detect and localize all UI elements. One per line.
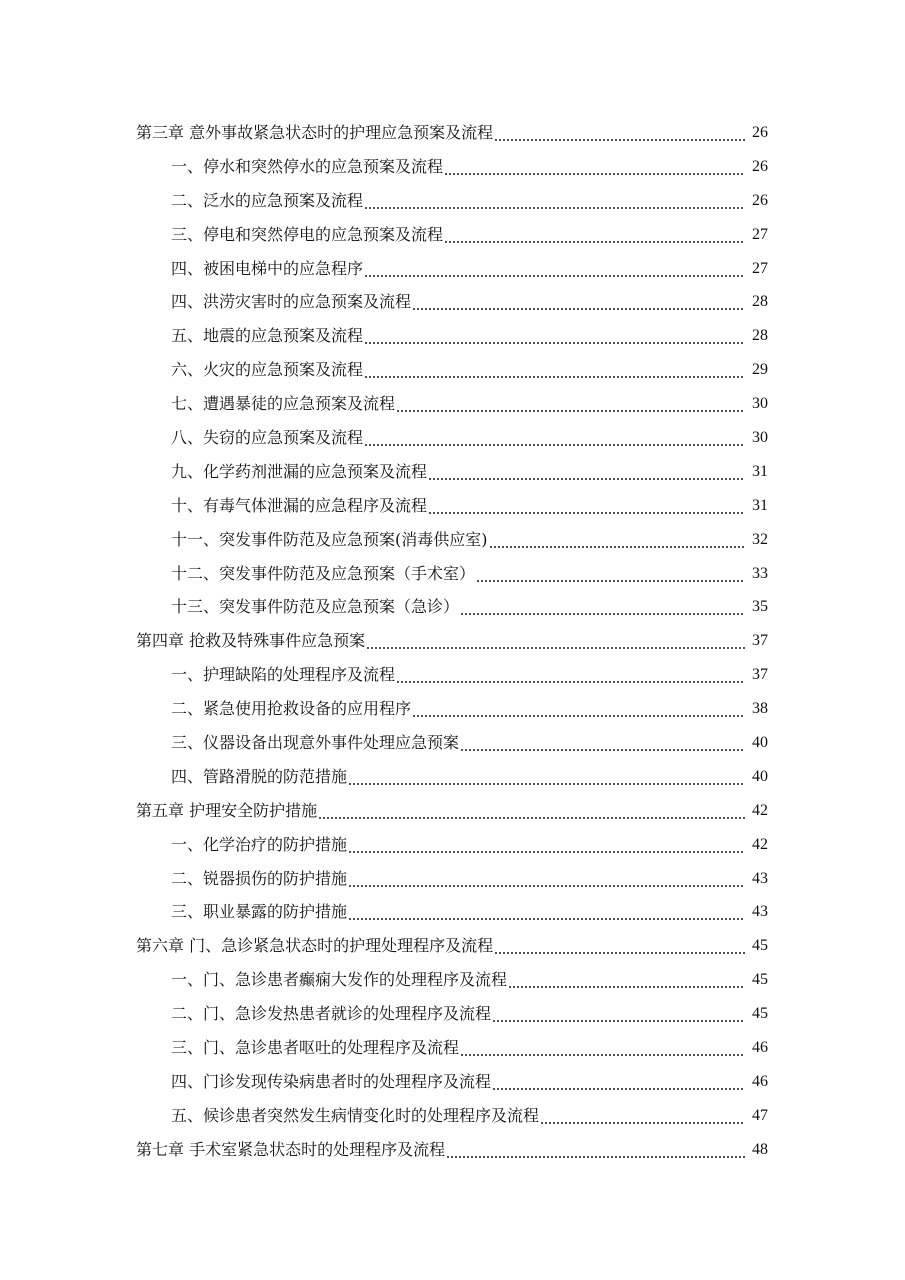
toc-section-entry[interactable] [0, 523, 905, 557]
toc-entry-title: 一、停水和突然停水的应急预案及流程 [171, 156, 444, 176]
toc-section-entry[interactable] [0, 760, 905, 794]
toc-entry-page-number: 45 [752, 1005, 768, 1023]
dot-leader [412, 292, 745, 312]
toc-section-entry[interactable] [0, 421, 905, 455]
toc-section-entry[interactable] [0, 455, 905, 489]
toc-entry-page-number: 45 [752, 971, 768, 989]
toc-entry-title: 六、火灾的应急预案及流程 [171, 360, 364, 380]
toc-entry-page-number: 45 [752, 937, 768, 955]
toc-section-entry[interactable] [0, 862, 905, 896]
toc-entry-title: 四、洪涝灾害时的应急预案及流程 [171, 292, 412, 312]
toc-section-entry[interactable] [0, 319, 905, 353]
toc-entry-title: 第七章 手术室紧急状态时的处理程序及流程 [136, 1139, 446, 1159]
toc-section-entry[interactable] [0, 184, 905, 218]
dot-leader [364, 326, 745, 346]
toc-entry-page-number: 29 [752, 361, 768, 379]
toc-entry-page-number: 46 [752, 1038, 768, 1056]
toc-section-entry[interactable] [0, 489, 905, 523]
toc-entry-title: 九、化学药剂泄漏的应急预案及流程 [171, 461, 428, 481]
toc-section-entry[interactable] [0, 150, 905, 184]
toc-entry-title: 十三、突发事件防范及应急预案（急诊） [171, 597, 460, 617]
dot-leader [492, 1004, 745, 1024]
toc-entry-title: 十一、突发事件防范及应急预案(消毒供应室) [171, 529, 488, 549]
toc-entry-page-number: 26 [752, 157, 768, 175]
dot-leader [494, 123, 745, 143]
dot-leader [460, 597, 745, 617]
dot-leader [508, 970, 745, 990]
toc-entry-title: 十二、突发事件防范及应急预案（手术室） [171, 563, 476, 583]
dot-leader [348, 869, 745, 889]
toc-entry-title: 四、被困电梯中的应急程序 [171, 258, 364, 278]
dot-leader [364, 259, 745, 279]
dot-leader [396, 394, 745, 414]
toc-section-entry[interactable] [0, 1099, 905, 1133]
toc-entry-title: 二、锐器损伤的防护措施 [171, 868, 348, 888]
toc-section-entry[interactable] [0, 828, 905, 862]
toc-entry-page-number: 31 [752, 462, 768, 480]
toc-entry-title: 十、有毒气体泄漏的应急程序及流程 [171, 495, 428, 515]
toc-entry-page-number: 37 [752, 632, 768, 650]
toc-entry-page-number: 40 [752, 733, 768, 751]
dot-leader [540, 1106, 745, 1126]
dot-leader [348, 835, 745, 855]
toc-chapter-entry[interactable] [0, 116, 905, 150]
toc-entry-page-number: 30 [752, 395, 768, 413]
toc-entry-page-number: 40 [752, 767, 768, 785]
dot-leader [412, 699, 745, 719]
dot-leader [364, 428, 745, 448]
toc-entry-title: 三、仪器设备出现意外事件处理应急预案 [171, 732, 460, 752]
toc-entry-page-number: 42 [752, 835, 768, 853]
toc-entry-page-number: 47 [752, 1106, 768, 1124]
dot-leader [318, 801, 745, 821]
toc-chapter-entry[interactable] [0, 929, 905, 963]
toc-entry-title: 三、停电和突然停电的应急预案及流程 [171, 224, 444, 244]
toc-entry-title: 二、泛水的应急预案及流程 [171, 190, 364, 210]
dot-leader [460, 733, 745, 753]
toc-entry-title: 二、门、急诊发热患者就诊的处理程序及流程 [171, 1004, 492, 1024]
toc-section-entry[interactable] [0, 692, 905, 726]
toc-entry-title: 四、门诊发现传染病患者时的处理程序及流程 [171, 1071, 492, 1091]
toc-section-entry[interactable] [0, 252, 905, 286]
toc-entry-title: 五、地震的应急预案及流程 [171, 326, 364, 346]
toc-section-entry[interactable] [0, 590, 905, 624]
toc-entry-page-number: 32 [752, 530, 768, 548]
dot-leader [492, 1072, 745, 1092]
toc-section-entry[interactable] [0, 1065, 905, 1099]
toc-entry-page-number: 30 [752, 428, 768, 446]
table-of-contents [0, 116, 905, 1167]
toc-entry-title: 三、门、急诊患者呕吐的处理程序及流程 [171, 1037, 460, 1057]
dot-leader [428, 496, 745, 516]
toc-entry-title: 第六章 门、急诊紧急状态时的护理处理程序及流程 [136, 936, 494, 956]
toc-entry-page-number: 26 [752, 191, 768, 209]
toc-section-entry[interactable] [0, 353, 905, 387]
toc-entry-title: 一、化学治疗的防护措施 [171, 834, 348, 854]
dot-leader [348, 767, 745, 787]
toc-entry-page-number: 42 [752, 801, 768, 819]
toc-section-entry[interactable] [0, 387, 905, 421]
dot-leader [446, 1140, 745, 1160]
toc-chapter-entry[interactable] [0, 1133, 905, 1167]
toc-entry-page-number: 27 [752, 225, 768, 243]
toc-entry-title: 三、职业暴露的防护措施 [171, 902, 348, 922]
dot-leader [428, 462, 745, 482]
toc-entry-title: 第三章 意外事故紧急状态时的护理应急预案及流程 [136, 122, 494, 142]
toc-chapter-entry[interactable] [0, 624, 905, 658]
toc-entry-title: 五、候诊患者突然发生病情变化时的处理程序及流程 [171, 1105, 540, 1125]
dot-leader [366, 631, 745, 651]
toc-section-entry[interactable] [0, 726, 905, 760]
toc-entry-page-number: 28 [752, 327, 768, 345]
dot-leader [348, 902, 745, 922]
dot-leader [489, 530, 746, 550]
dot-leader [364, 360, 745, 380]
toc-entry-title: 二、紧急使用抢救设备的应用程序 [171, 699, 412, 719]
toc-entry-page-number: 26 [752, 123, 768, 141]
dot-leader [364, 191, 745, 211]
toc-entry-page-number: 38 [752, 700, 768, 718]
toc-entry-title: 第五章 护理安全防护措施 [136, 800, 318, 820]
toc-entry-page-number: 37 [752, 666, 768, 684]
toc-entry-page-number: 46 [752, 1072, 768, 1090]
toc-entry-page-number: 43 [752, 869, 768, 887]
toc-section-entry[interactable] [0, 895, 905, 929]
dot-leader [444, 225, 745, 245]
toc-entry-title: 一、护理缺陷的处理程序及流程 [171, 665, 396, 685]
toc-entry-page-number: 35 [752, 598, 768, 616]
toc-section-entry[interactable] [0, 1031, 905, 1065]
dot-leader [444, 157, 745, 177]
toc-entry-page-number: 28 [752, 293, 768, 311]
dot-leader [460, 1038, 745, 1058]
toc-entry-title: 第四章 抢救及特殊事件应急预案 [136, 631, 366, 651]
dot-leader [396, 665, 745, 685]
toc-entry-page-number: 33 [752, 564, 768, 582]
toc-section-entry[interactable] [0, 963, 905, 997]
toc-entry-page-number: 43 [752, 903, 768, 921]
toc-entry-title: 一、门、急诊患者癫痫大发作的处理程序及流程 [171, 970, 508, 990]
toc-chapter-entry[interactable] [0, 794, 905, 828]
toc-entry-title: 八、失窃的应急预案及流程 [171, 427, 364, 447]
toc-entry-title: 七、遭遇暴徒的应急预案及流程 [171, 394, 396, 414]
toc-entry-page-number: 27 [752, 259, 768, 277]
toc-entry-page-number: 31 [752, 496, 768, 514]
toc-section-entry[interactable] [0, 218, 905, 252]
toc-entry-page-number: 48 [752, 1140, 768, 1158]
dot-leader [476, 564, 745, 584]
toc-section-entry[interactable] [0, 557, 905, 591]
toc-section-entry[interactable] [0, 658, 905, 692]
toc-entry-title: 四、管路滑脱的防范措施 [171, 766, 348, 786]
toc-section-entry[interactable] [0, 285, 905, 319]
toc-section-entry[interactable] [0, 997, 905, 1031]
dot-leader [494, 936, 745, 956]
